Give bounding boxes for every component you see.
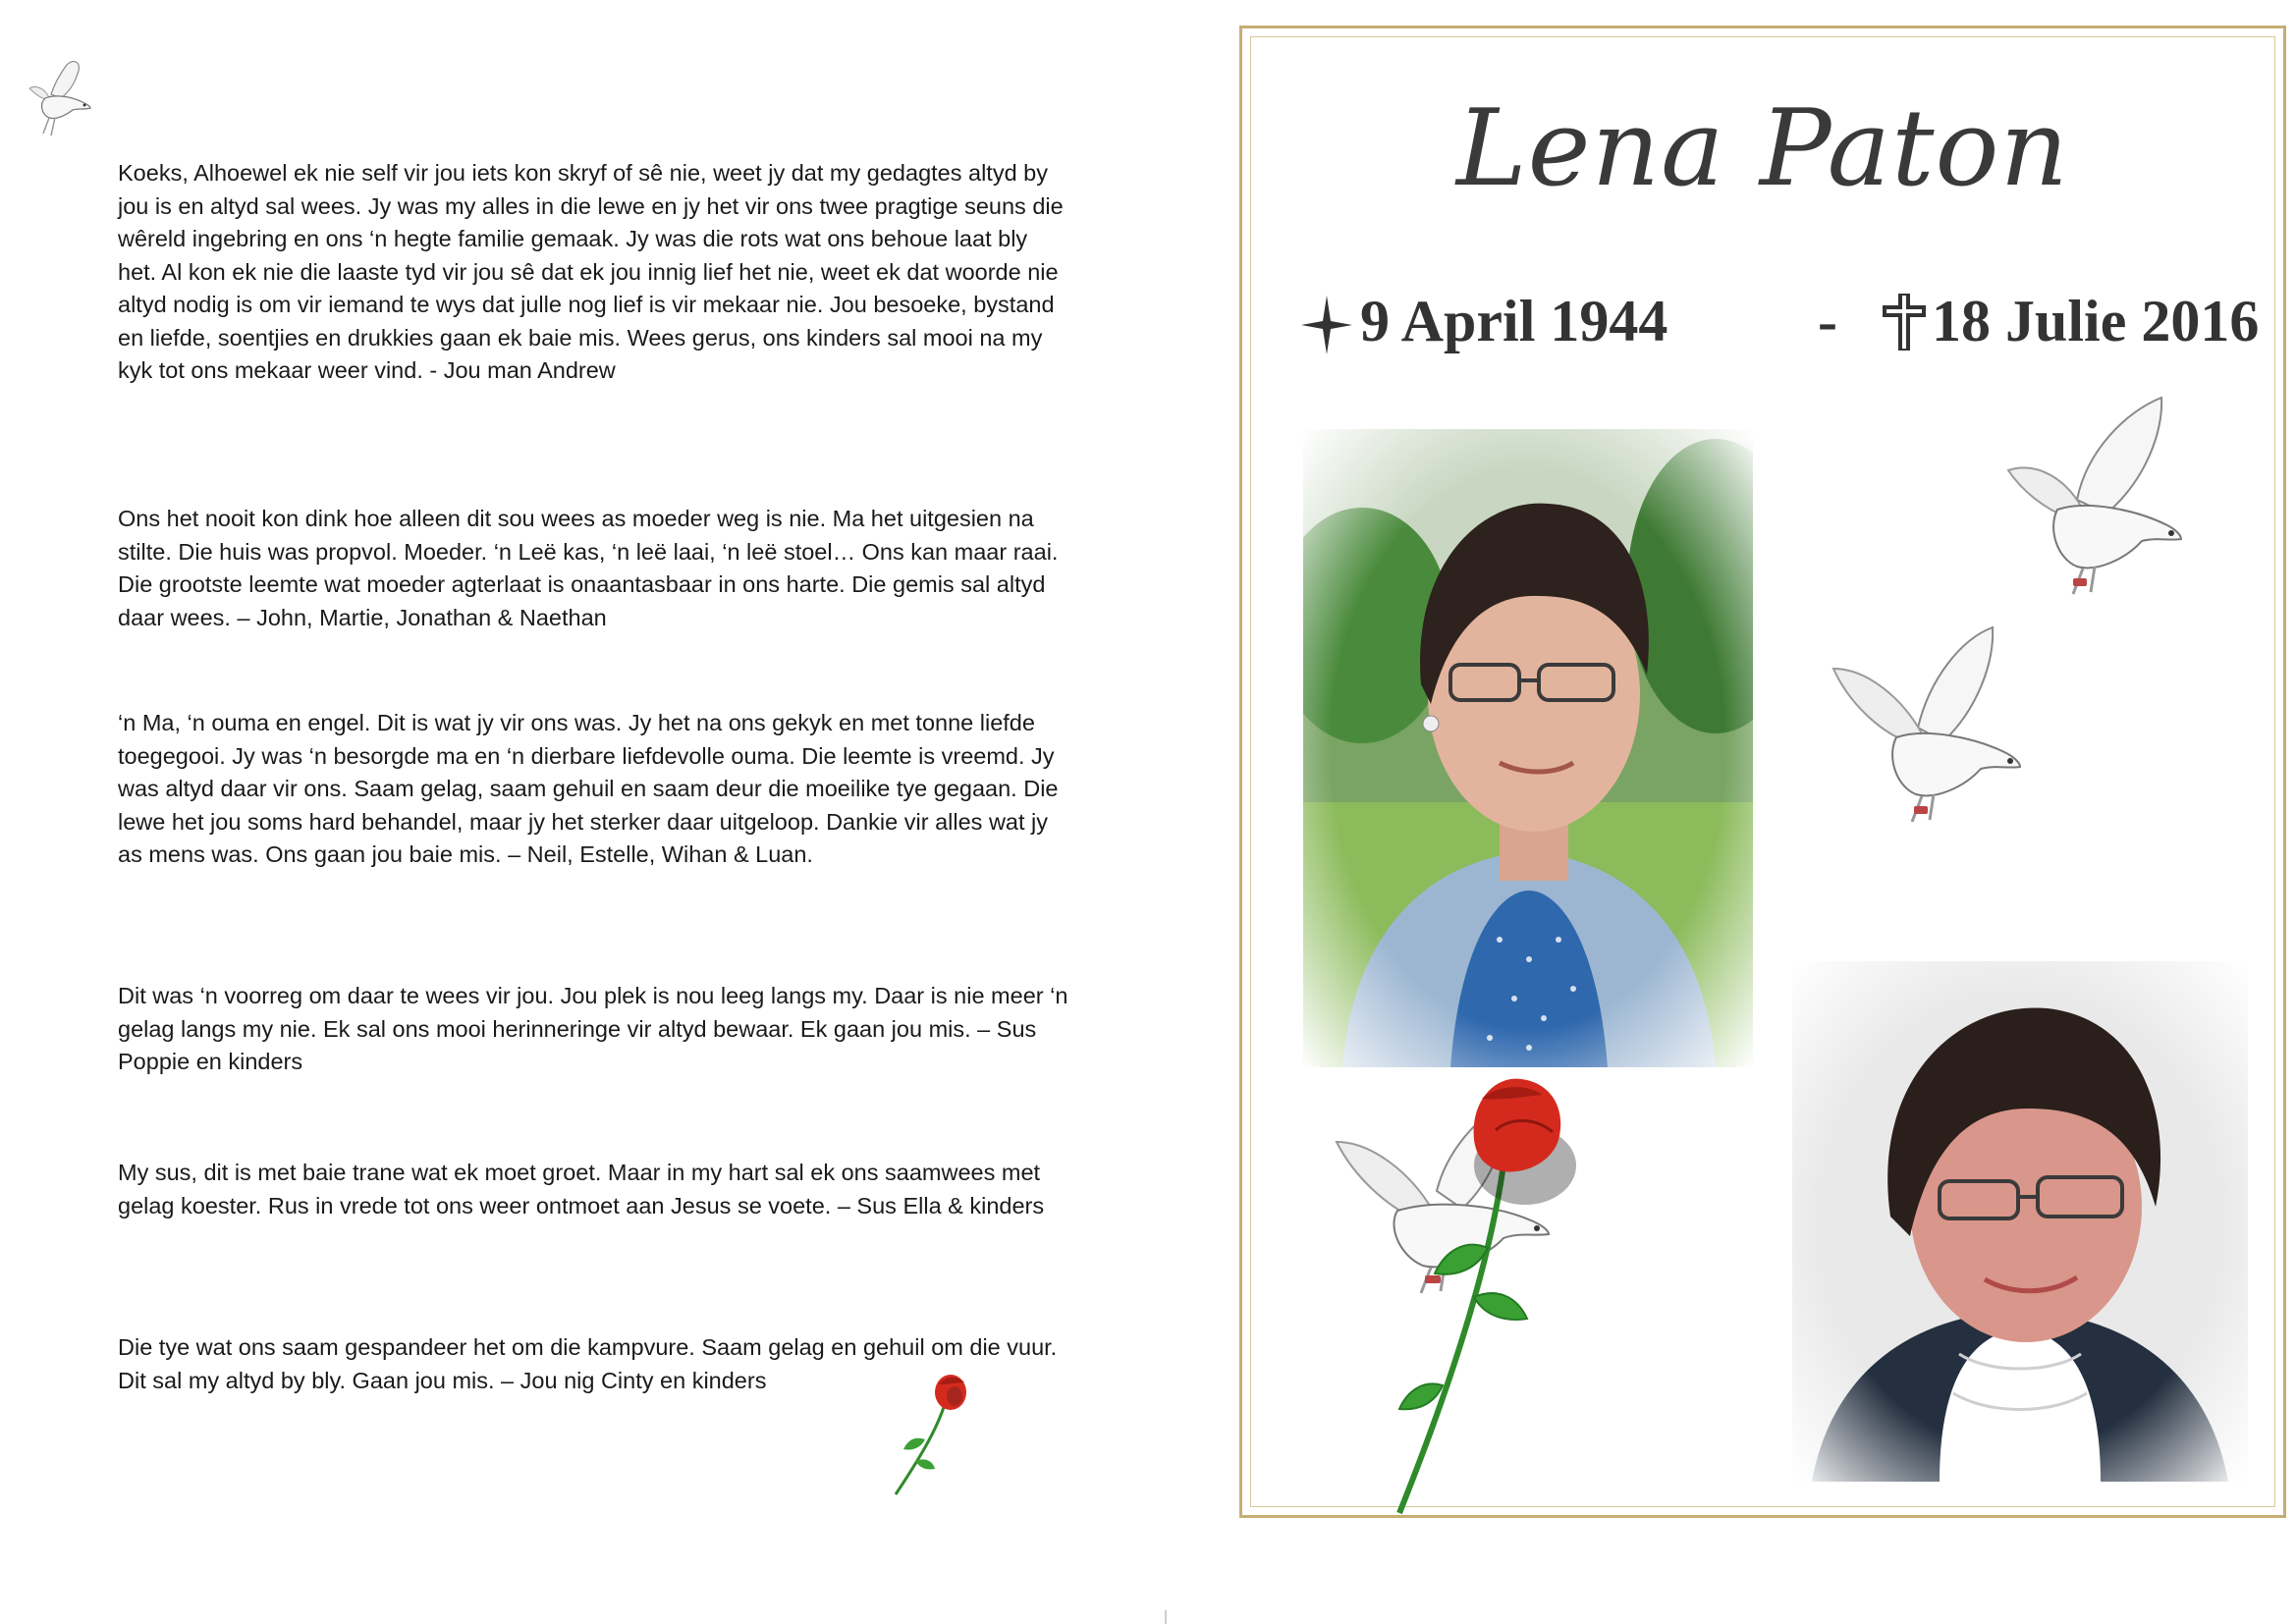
dove-icon <box>1989 392 2185 608</box>
deceased-name: Lena Paton <box>1455 87 2070 210</box>
life-dates <box>1301 288 2260 366</box>
death-date: 18 Julie 2016 <box>1932 289 2260 353</box>
tribute-paragraph-3: ‘n Ma, ‘n ouma en engel. Dit is wat jy vir ons was. Jy het na ons gekyk en met tonne liefde toegegooi. Jy was ‘n besorgde ma en ‘n dierbare liefdevolle ouma. Die leemte is vreemd. Jy was altyd daar vir ons. Saam gelag, saam gehuil en saam deur die moeilike tye gegaan. Die lewe het jou soms hard behandel, maar jy het sterker daar uitgeloop. Dankie vir alles wat jy as mens was. Ons gaan jou baie mis. – Neil, Estelle, Wihan & Luan. <box>118 710 1059 867</box>
rose-icon <box>874 1371 982 1498</box>
tribute-paragraph-6: Die tye wat ons saam gespandeer het om die kampvure. Saam gelag en gehuil om die vuur. Dit sal my altyd by bly. Gaan jou mis. – Jou nig Cinty en kinders <box>118 1334 1058 1393</box>
date-separator: - <box>1818 289 1837 353</box>
left-page <box>0 0 1139 1624</box>
memorial-card <box>1239 26 2286 1518</box>
birth-date: 9 April 1944 <box>1360 289 1668 353</box>
tribute-paragraph-2: Ons het nooit kon dink hoe alleen dit sou wees as moeder weg is nie. Ma het uitgesien na stilte. Die huis was propvol. Moeder. ‘n Leë kas, ‘n leë laai, ‘n leë stoel… Ons kan maar raai. Die grootste leemte wat moeder agterlaat is onaantasbaar in ons harte. Die gemis sal altyd daar wees. – John, Martie, Jonathan & Naethan <box>118 506 1059 630</box>
page-fold <box>1165 1610 1167 1624</box>
tribute-paragraph-4: Dit was ‘n voorreg om daar te wees vir jou. Jou plek is nou leeg langs my. Daar is nie meer ‘n gelag langs my nie. Ek sal ons mooi herinneringe vir altyd bewaar. Ek gaan jou mis. – Sus Poppie en kinders <box>118 983 1068 1074</box>
star-icon <box>1301 296 1352 354</box>
dove-icon <box>22 55 92 145</box>
dove-icon <box>1828 610 2024 836</box>
tribute-paragraph-1: Koeks, Alhoewel ek nie self vir jou iets kon skryf of sê nie, weet jy dat my gedagtes altyd by jou is en altyd sal wees. Jy was my alles in die lewe en jy het vir ons twee pragtige seuns die wêreld ingebring en ons ‘n hegte familie gemaak. Jy was die rots wat ons behoue laat bly het. Al kon ek nie die laaste tyd vir jou sê dat ek jou innig lief het nie, weet ek dat woorde nie altyd nodig is om vir iemand te wys dat julle nog lief is vir mekaar nie. Jou besoeke, bystand en liefde, soentjies en drukkies gaan ek baie mis. Wees gerus, ons kinders sal mooi na my kyk tot ons mekaar weer vind. - Jou man Andrew <box>118 160 1064 383</box>
rose-icon <box>1380 1071 1576 1523</box>
cross-icon <box>1883 294 1926 351</box>
tribute-paragraph-5: My sus, dit is met baie trane wat ek moet groet. Maar in my hart sal ek ons saamwees met gelag koester. Rus in vrede tot ons weer ontmoet aan Jesus se voete. – Sus Ella & kinders <box>118 1160 1045 1218</box>
portrait-photo-white-collar <box>1792 961 2248 1482</box>
portrait-photo-garden <box>1303 429 1753 1067</box>
